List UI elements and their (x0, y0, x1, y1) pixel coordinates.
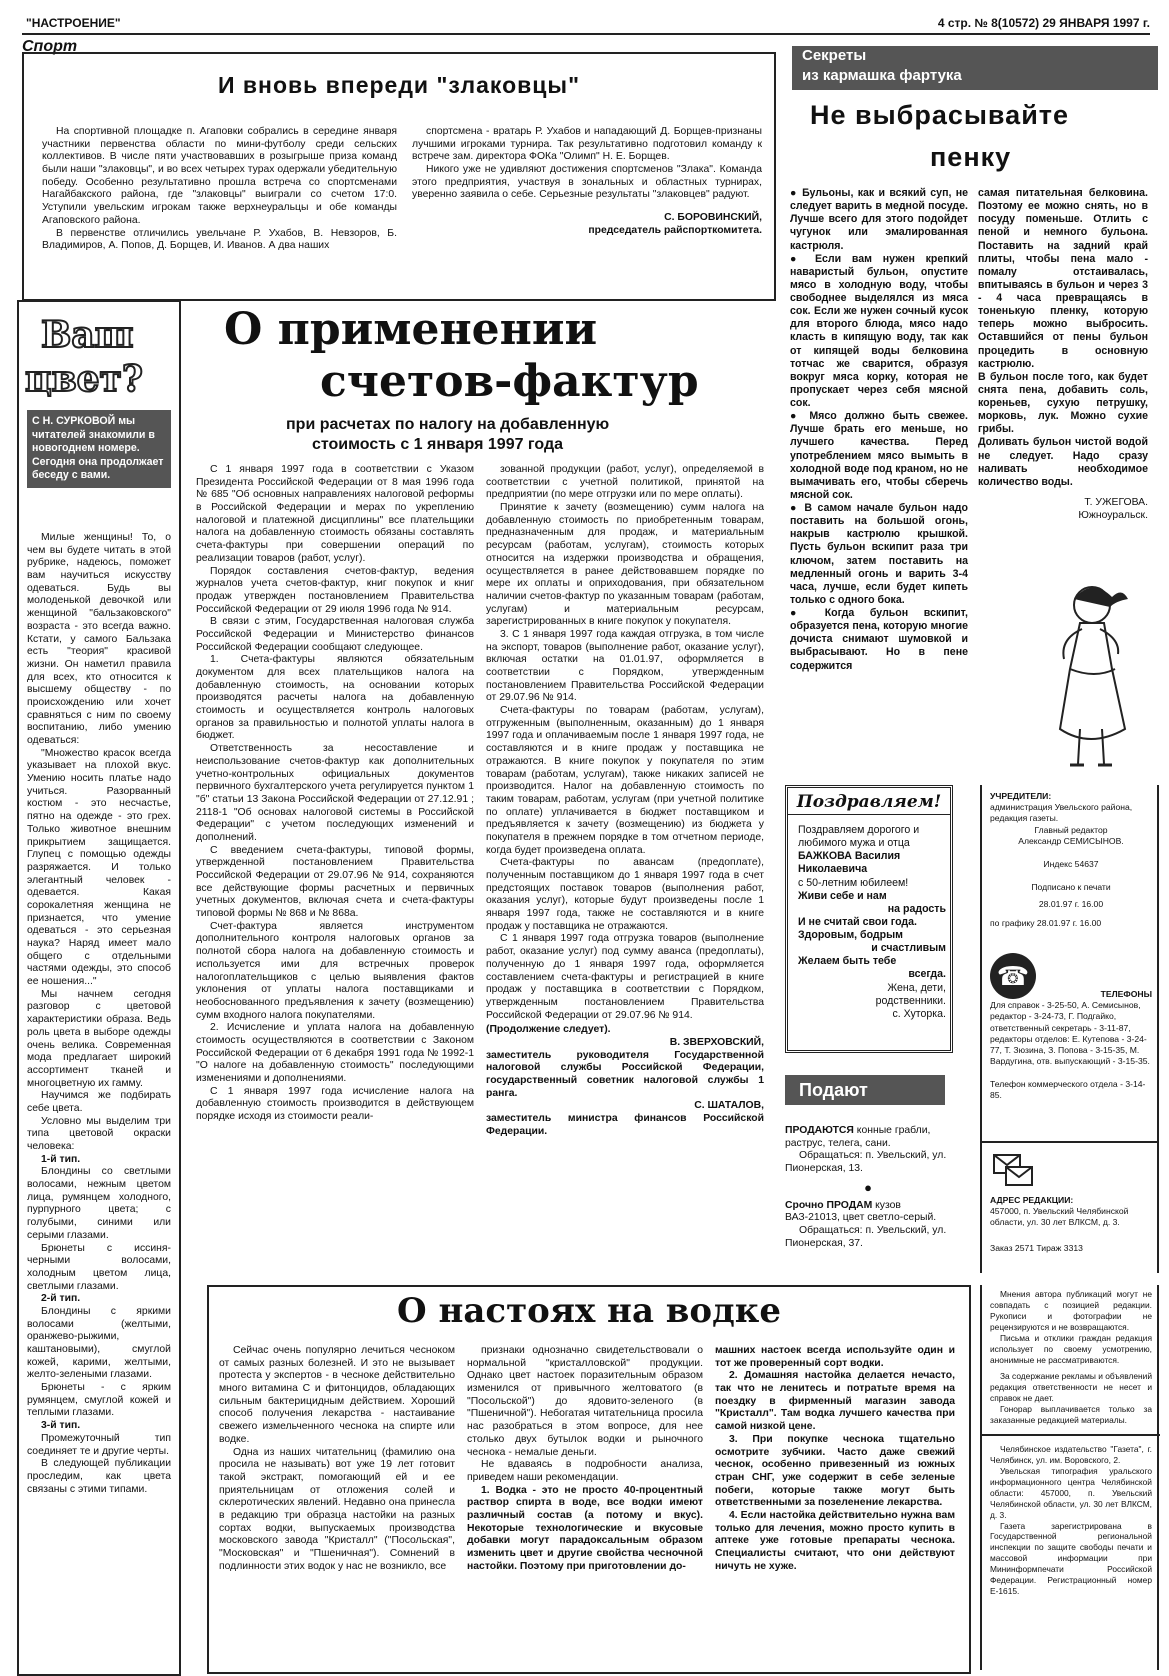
section-label: Спорт (22, 38, 78, 55)
secrets-signature-place: Южноуральск. (1078, 509, 1148, 521)
congrats-title: Поздравляем! (788, 792, 950, 815)
imprint-editor: Александр СЕМИСЫНОВ. (1018, 835, 1124, 846)
phone-icon: ☎ (990, 953, 1036, 999)
notes-divider (982, 1434, 1160, 1436)
congrats-wish: на радость (887, 902, 946, 915)
imprint-divider (982, 1141, 1157, 1143)
newspaper-name: "НАСТРОЕНИЕ" (26, 16, 121, 30)
vodka-paragraph: Одна из наших читательниц (фамилию она просила не называть) вот уже 19 лет готовит такой экстракт, помогающий ей и ее приятельницам от отложения солей и склеротических явлений. Недавно она принесла в редакцию три образца настойки на разных сортах водки, выпускаемых производства московского завода "Кристалл" ("Посольская", "Московская" и "Пшеничная"). Сомнений в подлинности этих водок у нас не возникло, все (219, 1446, 455, 1572)
vodka-paragraph: 2. Домашняя настойка делается нечасто, так что не ленитесь и потратьте время на поездку в фирменный магазин завода "Кристалл". Там водка лучшего качества при самой низкой цене. (715, 1370, 955, 1433)
invoices-col-1 (196, 464, 474, 1124)
imprint-signed-date: 28.01.97 г. 16.00 (1038, 899, 1104, 910)
note-4: Гонорар выплачивается только за заказанные редакцией материалы. (990, 1404, 1152, 1426)
secrets-paragraph: ● Мясо должно быть свежее. Лучше брать его меньше, но лучшего качества. Перед употреблением мясо вымыть в холодной воде под краном, но не вымачивать его, чтобы сберечь мясной сок. (790, 410, 968, 502)
sport-title: И вновь впереди "злаковцы" (218, 72, 580, 98)
invoices-paragraph: Счета-фактуры по товарам (работам, услугам), отгруженным (выполненным, оказанным) до 1 января 1997 года и оплачиваемым после 1 января 1997 года, не составляются и в книге продаж у поставщика не отражаются. В книге покупок у покупателя по этим товарам (работам, услугам), также никаких записей не производится. Налог на добавленную стоимость по таким товарам, работам, услугам (при учетной политике по оплате) уплачивается в бюджет поставщиком и предъявляется к зачету (возмещению) из бюджета у покупателя в прежнем порядке в том отчетном периоде, когда будет произведена оплата. (486, 705, 764, 856)
secrets-paragraph: Доливать бульон чистой водой не следует. Надо сразу наливать необходимое количество воды. (978, 436, 1148, 488)
sale-ad-2-text: кузов ВАЗ-21013, цвет светло-серый. (785, 1199, 937, 1224)
imprint-commercial: Телефон коммерческого отдела - 3-14-85. (990, 1079, 1146, 1101)
congrats-name: БАЖКОВА Василия Николаевича (798, 850, 901, 876)
vodka-paragraph: машних настоек всегда используйте один и тот же проверенный сорт водки. (715, 1345, 955, 1369)
invoices-paragraph: 1. Счета-фактуры являются обязательным документом для всех плательщиков налога на добавленную стоимость, на основании которых производятся расчеты налога на добавленную стоимость и осуществляется контроль налоговых органов за правильностью и полнотой уплаты налога в бюджет. (196, 654, 474, 742)
vodka-title: О настоях на водке (397, 1291, 781, 1331)
issue-info: 4 стр. № 8(10572) 29 ЯНВАРЯ 1997 г. (937, 16, 1150, 30)
imprint-signed: Подписано к печати (1031, 882, 1111, 893)
sport-signature-role: председатель райспорткомитета. (588, 224, 762, 236)
imprint-box (980, 785, 1159, 1273)
vodka-paragraph: Сейчас очень популярно лечиться чесноком от самых разных болезней. И это не вызывает протеста у экспертов - в чесноке действительно много витамина С и фитонцидов, обладающих сильным бактерицидным действием. Хороший способ получения лекарства - настаивание свежего измельченного чеснока на спирте или водке. (219, 1345, 455, 1445)
note-6: Увельская типография уральского информационного центра Челябинской области: 457000, п. Увельский Челябинской области, ул. 30 лет ВЛКСМ, д. 3. (990, 1465, 1152, 1520)
secrets-title-line-1: Не выбрасывайте (810, 100, 1070, 130)
imprint-content (990, 791, 1152, 930)
sale-ad-1 (785, 1125, 951, 1150)
congrats-box (785, 785, 953, 1053)
imprint-order: Заказ 2571 Тираж 3313 (990, 1242, 1083, 1253)
congrats-from: Жена, дети, (887, 981, 946, 994)
vodka-paragraph: 1. Водка - это не просто 40-процентный раствор спирта в воде, все водки имеют различный состав (а потому и вкус). Некоторые технологические и вкусовые добавки могут парадоксальным образом изменить цвет и другие свойства чесночной настойки. Поэтому при приготовлении до- (467, 1484, 703, 1572)
invoices-paragraph: Ответственность за несоставление и неиспользование счетов-фактур как дополнительных учетно-контрольных официальных документов первичного бухгалтерского учета регулируется пунктом 1 "б" статьи 13 Закона Российской Федерации от 27.12.91 ; 2118-1 "Об основах налоговой системы в Российской Федерации" с учетом последующих изменений и дополнений. (196, 743, 474, 843)
sport-paragraph: спортсмена - вратарь Р. Ухабов и нападающий Д. Борщев-признаны лучшими игроками турнира. Так результативно подготовил команду к встрече зам. директора ФОКа "Олимп" Н. Е. Борщев. (412, 126, 762, 163)
secrets-title-line-2: пенку (930, 142, 1012, 172)
secrets-kicker (792, 46, 1158, 90)
congrats-from: с. Хуторка. (892, 1007, 946, 1020)
imprint-phones-list: Для справок - 3-25-50, А. Семисынов, редактор - 3-24-73, Г. Подгайко, ответственный секретарь - 3-11-87, редакторы отделов: Е. Кутепова - 3-24-77, Т. Зюзина, З. Попова - 3-15-35, М. Вардугина, отв. выпускающий - 3-15-35. (990, 1000, 1150, 1067)
sport-col-1 (42, 126, 397, 253)
girl-illustration (1040, 579, 1150, 769)
color-intro: С Н. СУРКОВОЙ мы читателей знакомили в новогоднем номере. Сегодня она продолжает беседу с вами. (27, 410, 171, 488)
sport-paragraph: На спортивной площадке п. Агаповки собрались в середине января участники первенства области по мини-футболу среди сельских коллективов. В числе пяти участвовавших в розыгрыше приза команд были наши "злаковцы", и во всех четырех турах одержали убедительную победу. Особенно результативно прошла встреча со спортсменами Нагайбакского района, где "злаковцы" выиграли со счетом 17:0. Уступили увельским игрокам также верхнеуральцы и обе команды Агаповского района. (42, 126, 397, 226)
color-type-text: Промежуточный тип соединяет те и другие черты. (27, 1432, 171, 1457)
invoices-subtitle-line-2: стоимость с 1 января 1997 года (312, 436, 563, 453)
note-3: За содержание рекламы и объявлений редакция ответственности не несет и справок не дает. (990, 1371, 1153, 1404)
secrets-kicker-line-2: из кармашка фартука (802, 67, 962, 84)
secrets-kicker-line-1: Секреты (802, 47, 867, 64)
envelope-icon (992, 1153, 1036, 1189)
vodka-col-3 (715, 1345, 955, 1573)
sale-ad-1-address: Обращаться: п. Увельский, ул. Пионерская, 13. (785, 1150, 947, 1175)
color-body (27, 532, 171, 1496)
sport-paragraph: Никого уже не удивляют достижения спортсменов "Злака". Команда этого предприятия, участвуя в зональных и областных турнирах, уверенно заявила о себе. Серьезные результаты "злаковцев" радуют. (412, 164, 762, 201)
sale-ad-1-text: конные грабли, раструс, телега, сани. (785, 1125, 931, 1149)
invoices-sig1-role: заместитель руководителя Государственной налоговой службы Российской Федерации, государственный советник налоговой службы 1 ранга. (486, 1049, 764, 1099)
invoices-sig2-name: С. ШАТАЛОВ, (694, 1100, 764, 1112)
sale-bar-label: Подают (799, 1080, 868, 1100)
invoices-paragraph: С 1 января 1997 года исчисление налога на добавленную стоимость производится в действующем порядке исходя из стоимости реали- (196, 1085, 474, 1123)
invoices-paragraph: 2. Исчисление и уплата налога на добавленную стоимость осуществляются в соответствии с Законом Российской Федерации от 6 декабря 1991 года № 1992-1 "О налоге на добавленную стоимость" последующими изменениями и дополнениями. (196, 1022, 474, 1084)
invoices-title-line-2: счетов-фактур (320, 356, 699, 407)
vodka-col-2 (467, 1345, 703, 1573)
sale-ad-2-lead: Срочно ПРОДАМ (785, 1199, 873, 1211)
imprint-founders-label: УЧРЕДИТЕЛИ: (990, 791, 1052, 801)
invoices-paragraph: С 1 января 1997 года в соответствии с Указом Президента Российской Федерации от 8 мая 1996 года № 685 "Об основных направлениях налоговой реформы в Российской Федерации и мерах по укреплению налоговой и платежной дисциплины" все плательщики налога на добавленную стоимость обязаны составлять счета-фактуры при совершении операций по реализации товаров (работ, услуг). (196, 464, 474, 564)
secrets-signature-name: Т. УЖЕГОВА. (1084, 496, 1148, 508)
sale-divider: ● (864, 1179, 872, 1195)
imprint-index: Индекс 54637 (1043, 858, 1099, 869)
congrats-wish: всегда. (908, 968, 946, 981)
sale-ad-1-lead: ПРОДАЮТСЯ (785, 1125, 854, 1136)
color-type-text: Блондины с яркими волосами (желтыми, оранжево-рыжими, каштановыми), смуглой кожей, карими, желтыми, желто-зелеными глазами. (27, 1305, 171, 1381)
sale-ad-2-address: Обращаться: п. Увельский, ул. Пионерская, 37. (785, 1224, 947, 1249)
congrats-line: Поздравляем дорогого и любимого мужа и отца (798, 824, 920, 850)
imprint-schedule: по графику 28.01.97 г. 16.00 (990, 918, 1102, 929)
secrets-paragraph: самая питательная белковина. Поэтому ее можно снять, но в посуду поменьше. Отлить с пеной и немного бульона. Поставить на задний край плиты, чтобы пена мало - помалу отстаивалась, впитываясь в бульон и через 3 - 4 часа превращаясь в тоненькую пленку, которую теперь можно выбросить. Оставшийся от пены бульон процедить в основную кастрюлю. (978, 187, 1148, 370)
vodka-paragraph: Не вдаваясь в подробности анализа, приведем наши рекомендации. (467, 1459, 703, 1483)
invoices-sig2-role: заместитель министра финансов Российской Федерации. (486, 1113, 764, 1137)
invoices-paragraph: В связи с этим, Государственная налоговая служба Российской Федерации и Министерство финансов Российской Федерации сообщают следующее. (196, 616, 474, 653)
page-header (22, 14, 1150, 34)
imprint-address (990, 1195, 1152, 1254)
invoices-paragraph: зованной продукции (работ, услуг), определяемой в соответствии с учетной политикой, принятой на предприятии (по мере отгрузки или по мере оплаты). (486, 464, 764, 501)
invoices-article (196, 304, 772, 1279)
secrets-paragraph: ● В самом начале бульон надо поставить на большой огонь, накрыв кастрюлю крышкой. Пусть бульон вскипит раза три ключом, затем поставить на медленный огонь и варить 3-4 часа, лучше, если будет кипеть только с одного бока. (790, 502, 968, 607)
invoices-paragraph: С введением счета-фактуры, типовой формы, утвержденной постановлением Правительства Российской Федерации от 29.07.96 № 914, сохраняются все действующие формы расчетных и первичных учетных документов, включая счета и счета-фактуры типовой формы № 868 и № 868а. (196, 844, 474, 920)
sport-article (22, 52, 776, 301)
secrets-paragraph: ● Бульоны, как и всякий суп, не следует варить в медной посуде. Лучше всего для этого подойдет чугунок или эмалированная кастрюля. (790, 187, 968, 253)
imprint-phones (990, 989, 1152, 1102)
secrets-col-2 (978, 187, 1148, 523)
note-2: Письма и отклики граждан редакция использует по своему усмотрению, анонимные не рассматриваются. (990, 1332, 1152, 1365)
invoices-paragraph: Счет-фактура является инструментом дополнительного контроля налоговых органов за полнотой сбора налога на добавленную стоимость и используется ими для встречных проверок налогоплательщиков с целью выявления фактов уклонения от уплаты налога поставщиками и необоснованного предъявления к зачету (возмещению) сумм входного налога покупателями. (196, 920, 474, 1021)
color-paragraph: Научимся же подбирать себе цвета. (27, 1090, 171, 1114)
invoices-col-2 (486, 464, 764, 1138)
invoices-paragraph: Счета-фактуры по авансам (предоплате), полученным поставщиком до 1 января 1997 года в счет предстоящих поставок товаров (выполнения работ, оказания услуг), которые будут произведены после 1 января 1997 года, также не составляются и в книге продаж у поставщика не отражаются. (486, 857, 764, 932)
secrets-article (780, 44, 1158, 782)
sale-ads (785, 1125, 951, 1250)
congrats-from: родственники. (875, 994, 946, 1007)
secrets-paragraph: ● Если вам нужен крепкий наваристый бульон, опустите мясо в холодную воду, чтобы свободнее выделялся из мяса сок. Если же нужен сочный кусок для второго блюда, мясо надо класть в кипящую воду, так как от кипящей воды белковина тотчас же сварится, образуя вокруг мяса корку, которая не пропускает через себя мясной сок. (790, 253, 968, 411)
invoices-subtitle-line-1: при расчетах по налогу на добавленную (286, 416, 610, 433)
congrats-line: с 50-летним юбилеем! (798, 876, 909, 889)
notes-content (990, 1289, 1152, 1597)
imprint-phones-label: ТЕЛЕФОНЫ (1100, 989, 1152, 999)
sale-bar (785, 1075, 945, 1105)
invoices-paragraph: Порядок составления счетов-фактур, ведения журналов учета счетов-фактур, книг покупок и книг продаж утвержден постановлением Правительства Российской Федерации от 29 июля 1996 года № 914. (196, 565, 474, 615)
secrets-col-1 (790, 187, 968, 673)
secrets-paragraph: ● Когда бульон вскипит, образуется пена, которую многие дочиста снимают шумовкой и выбрасывают. Но в пене содержится (790, 607, 968, 673)
congrats-wish: И не считай свои года. (798, 915, 917, 928)
color-title-line-2: цвет? (25, 358, 143, 400)
imprint-address-text: 457000, п. Увельский Челябинской области, ул. 30 лет ВЛКСМ, д. 3. (990, 1206, 1129, 1228)
sport-col-2 (412, 126, 762, 238)
vodka-paragraph: 4. Если настойка действительно нужна вам только для лечения, можно просто купить в аптеке уже готовые препараты чеснока. Специалисты считают, что они действуют ничуть не хуже. (715, 1509, 955, 1572)
color-type-text: Блондины со светлыми волосами, нежным цветом лица, румянцем холодного, пурпурного цвета; с голубыми, синими или серыми глазами. (27, 1166, 171, 1241)
note-5: Челябинское издательство "Газета", г. Челябинск, ул. им. Воровского, 2. (990, 1444, 1152, 1465)
invoices-title-line-1: О применении (224, 304, 598, 355)
vodka-paragraph: признаки однозначно свидетельствовали о нормальной "кристалловской" продукции. Однако цвет настоек поразительным образом изменился от привычного желтоватого (в "Посольской") до ядовито-зеленого (в "Пшеничной"). Небогатая читательница просила нас разобраться в этом вопросе, для нее столько двух бутылок водки и рыночного чеснока - немалые деньги. (467, 1345, 703, 1458)
notes-box (980, 1285, 1159, 1670)
color-title-line-1: Ваш (41, 314, 134, 356)
congrats-wish: и счастливым (871, 942, 946, 955)
vodka-col-1 (219, 1345, 455, 1573)
color-article (17, 300, 181, 1676)
color-type-text: Брюнеты - с ярким румянцем, смуглой кожей и теплыми глазами. (27, 1382, 171, 1419)
imprint-editor-label: Главный редактор (1034, 824, 1108, 835)
invoices-paragraph: С 1 января 1997 года отгрузка товаров (выполнение работ, оказание услуг) под сумму аванса (предоплаты), полученную до 1 января 1997 года, оформляется составлением счета-фактуры и регистрацией в книге продаж у поставщика в соответствии с Порядком, утвержденным постановлением Правительства Российской Федерации от 29.07.96 № 914. (486, 933, 764, 1021)
imprint-address-label: АДРЕС РЕДАКЦИИ: (990, 1195, 1074, 1205)
header-rule (22, 33, 1150, 35)
invoices-continued: (Продолжение следует). (486, 1024, 611, 1036)
color-type-label: 2-й тип. (41, 1293, 81, 1305)
imprint-founders: администрация Увельского района, редакция газеты. (990, 802, 1133, 824)
color-type-text: Брюнеты с иссиня-черными волосами, холодным цветом лица, светлыми глазами. (27, 1242, 171, 1292)
congrats-body (798, 824, 946, 1021)
invoices-sig1-name: В. ЗВЕРХОВСКИЙ, (669, 1036, 764, 1048)
secrets-paragraph: В бульон после того, как будет снята пена, добавить соль, кореньев, сухую петрушку, морковь, лук. Можно сухие грибы. (978, 370, 1148, 436)
congrats-wish: Живи себе и нам (798, 889, 887, 902)
color-paragraph: "Множество красок всегда указывает на плохой вкус. Умению носить платье надо учиться. Разорванный костюм - это несчастье, пятно на одежде - это грех. Только животное внешним прикрытием защищается. Глупец с помощью одежды разряжается. И только элегантный человек - одевается. Какая сорокалетняя женщина не признается, что умение одеваться - это серьезная наука? Наряд имеет мало общего с отдельными частями одежды, это способ ее ношения..." (27, 747, 171, 988)
invoices-paragraph: Принятие к зачету (возмещению) сумм налога на добавленную стоимость по приобретенным товарам, предназначенным для продаж, и материальным ресурсам (работам, услугам), стоимость которых относится на издержки производства и обращения, осуществляется в ранее действовавшем порядке по мере их оплаты и оприходования, при обязательном наличии счетов-фактур по указанным товарам (работам, услугам) и материальным ресурсам, зарегистрированных в книге покупок у покупателя. (486, 502, 764, 628)
invoices-paragraph: 3. С 1 января 1997 года каждая отгрузка, в том числе на экспорт, товаров (выполнение работ, оказание услуг), включая остатки на 01.01.97, оформляется в соответствии с Порядком, утвержденным постановлением Правительства Российской Федерации от 29.07.96 № 914. (486, 628, 764, 704)
congrats-wish: Здоровым, бодрым (798, 929, 904, 941)
color-type-label: 1-й тип. (41, 1153, 81, 1165)
color-paragraph: Мы начнем сегодня разговор с цветовой характеристики образа. Ведь роль цвета в выборе одежды очень велика. Современная мода предлагает широкий ассортимент тканей и многоцветную их гамму. (27, 988, 171, 1089)
congrats-wish: Желаем быть тебе (798, 955, 897, 968)
note-1: Мнения автора публикаций могут не совпадать с позицией редакции. Рукописи и фотографии не рецензируются и не возвращаются. (990, 1289, 1152, 1332)
sport-paragraph: В первенстве отличились увельчане Р. Ухабов, В. Невзоров, Б. Владимиров, А. Попов, Д. Борщев, И. Иванов. А два наших (42, 227, 397, 252)
vodka-article (207, 1285, 971, 1674)
color-type-label: 3-й тип. (41, 1420, 81, 1432)
color-paragraph: Условно мы выделим три типа цветовой окраски человека: (27, 1115, 171, 1152)
vodka-paragraph: 3. При покупке чеснока тщательно осмотрите зубчики. Часто даже свежий чеснок, особенно привезенный из южных стран СНГ, уже содержит в себе зеленые побеги, которые также могут быть ответственными за позеленение лекарства. (715, 1433, 955, 1509)
note-7: Газета зарегистрирована в Государственной региональной инспекции по защите свободы печати и массовой информации при Мининформпечати Российской Федерации. Регистрационный номер Е-1615. (990, 1520, 1152, 1597)
color-paragraph: Милые женщины! То, о чем вы будете читать в этой рубрике, надеюсь, поможет вам научиться искусству одеваться. Будь вы молоденькой девочкой или женщиной "бальзаковского" возраста - это всегда важно. Кстати, у самого Бальзака есть "теория" красивой жизни. Он наметил правила для всех, кто относится к высшему обществу - по происхождению или хочет сравняться с ним по своему воспитанию, либо умению одеваться: (27, 532, 171, 746)
sale-ad-2 (785, 1200, 951, 1225)
sport-signature-name: С. БОРОВИНСКИЙ, (664, 212, 762, 224)
color-type-text: В следующей публикации проследим, как цвета связаны с этими типами. (27, 1458, 171, 1495)
